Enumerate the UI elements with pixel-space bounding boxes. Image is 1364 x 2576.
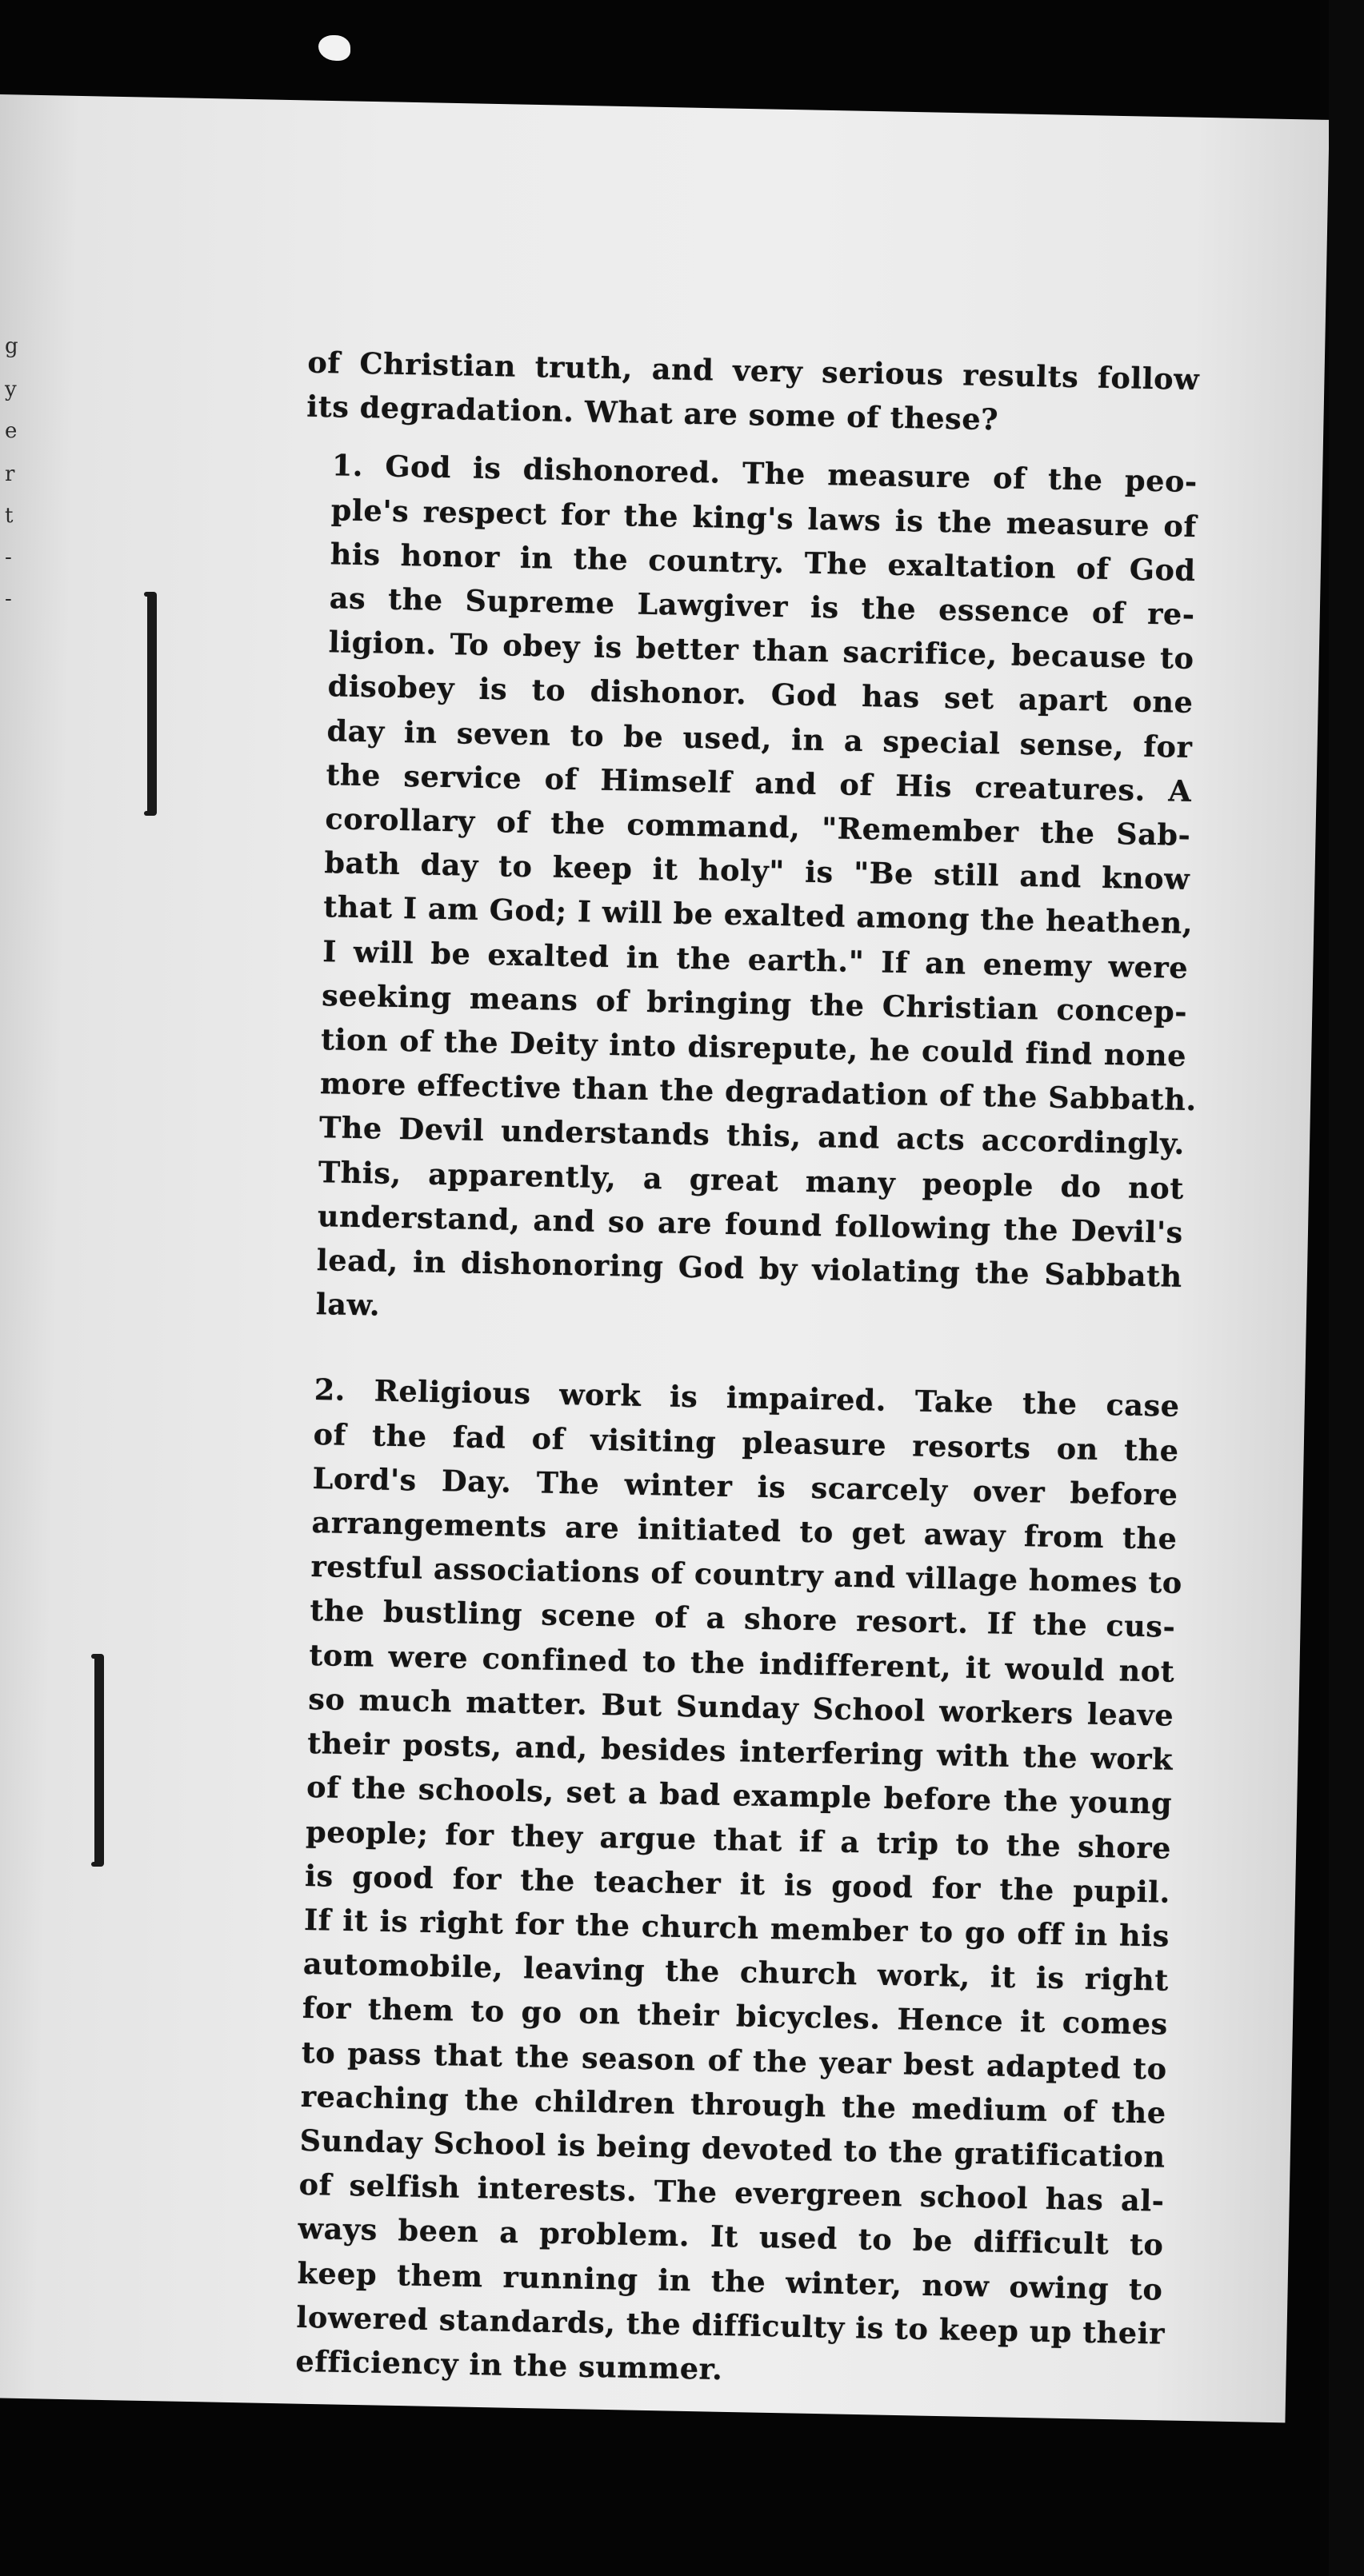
text-line: of Christian truth, and very serious results follow	[307, 345, 1200, 397]
text-line: the service of Himself and of His creatures. A	[326, 757, 1192, 809]
margin-glyph: r	[5, 462, 15, 486]
text-line: seeking means of bringing the Christian concep-	[321, 978, 1188, 1029]
text-line: If it is right for the church member to go off in his	[303, 1902, 1170, 1954]
text-line: bath day to keep it holy" is "Be still and know	[324, 845, 1190, 897]
text-line: is good for the teacher it is good for the pupil.	[304, 1858, 1171, 1910]
section-2-heading: Religious work is impaired.	[374, 1373, 887, 1419]
section-1-paragraph	[261, 442, 1198, 1343]
text-line: of the schools, set a bad example before the young	[306, 1770, 1173, 1822]
text-line: ways been a problem. It used to be difficult to	[298, 2211, 1164, 2262]
text-line: ligion. To obey is better than sacrifice, because to	[328, 625, 1194, 677]
margin-glyph: g	[5, 334, 18, 358]
text-line: for them to go on their bicycles. Hence it comes	[302, 1991, 1169, 2043]
text-column	[241, 340, 1200, 2400]
section-2-paragraph	[241, 1367, 1183, 2400]
text-line: its degradation. What are some of these?	[306, 389, 999, 437]
text-line: as the Supreme Lawgiver is the essence of re-	[329, 581, 1196, 633]
text-line: their posts, and, besides interfering with the work	[306, 1726, 1174, 1777]
text-line-part: The measure of the peo-	[742, 456, 1198, 500]
text-line: Sunday School is being devoted to the gratification	[299, 2123, 1166, 2175]
text-line: lowered standards, the difficulty is to keep up their	[296, 2299, 1166, 2351]
margin-bracket	[94, 1654, 104, 1867]
text-line: of selfish interests. The evergreen school has al-	[298, 2167, 1165, 2219]
text-line: of the fad of visiting pleasure resorts on the	[313, 1416, 1179, 1468]
text-line: corollary of the command, "Remember the Sab-	[325, 801, 1191, 853]
text-line: understand, and so are found following the Devil's	[317, 1198, 1184, 1250]
margin-glyph: -	[5, 545, 12, 569]
text-line: disobey is to dishonor. God has set apart one	[327, 669, 1194, 721]
margin-glyph: e	[5, 419, 18, 443]
section-1-heading: God is dishonored.	[385, 449, 721, 491]
paper-speck	[318, 35, 350, 61]
margin-bracket	[147, 592, 157, 816]
text-line: lead, in dishonoring God by violating the Sabbath	[316, 1243, 1183, 1294]
section-2-number: 2.	[314, 1372, 346, 1408]
text-line: ple's respect for the king's laws is the measure of	[330, 492, 1198, 544]
text-line: his honor in the country. The exaltation of God	[330, 537, 1197, 588]
text-line: Lord's Day. The winter is scarcely over before	[312, 1460, 1178, 1512]
text-line: people; for they argue that if a trip to the shore	[305, 1814, 1172, 1866]
text-line: This, apparently, a great many people do not	[318, 1154, 1185, 1206]
margin-glyph: -	[5, 587, 12, 611]
text-line: to pass that the season of the year best adapted to	[301, 2035, 1168, 2087]
text-line: day in seven to be used, in a special sense, for	[326, 713, 1193, 765]
text-line: law.	[315, 1287, 381, 1323]
text-line: tom were confined to the indifferent, it would not	[309, 1637, 1175, 1689]
margin-glyph: t	[5, 504, 14, 528]
text-line: tion of the Deity into disrepute, he could find none	[320, 1022, 1187, 1073]
text-line: arrangements are initiated to get away from the	[311, 1505, 1178, 1556]
text-line: the bustling scene of a shore resort. If the cus-	[310, 1593, 1176, 1645]
text-line: so much matter. But Sunday School workers leave	[307, 1681, 1174, 1733]
text-line: automobile, leaving the church work, it is right	[302, 1947, 1170, 1998]
text-line-part: Take the case	[914, 1384, 1181, 1424]
text-line: keep them running in the winter, now owing to	[297, 2255, 1163, 2307]
text-line: that I am God; I will be exalted among the heathen,	[322, 889, 1194, 941]
text-line: I will be exalted in the earth." If an enemy were	[322, 933, 1189, 985]
margin-glyph: y	[5, 377, 17, 401]
scan-edge	[1329, 0, 1364, 2576]
text-line: efficiency in the summer.	[295, 2343, 723, 2387]
text-line: reaching the children through the medium of the	[300, 2079, 1167, 2131]
intro-paragraph	[278, 340, 1200, 445]
section-1-number: 1.	[331, 448, 364, 484]
text-line: The Devil understands this, and acts accordingly.	[318, 1110, 1186, 1162]
text-line: restful associations of country and village homes to	[310, 1549, 1183, 1601]
text-line: more effective than the degradation of the Sabbath.	[319, 1066, 1198, 1118]
